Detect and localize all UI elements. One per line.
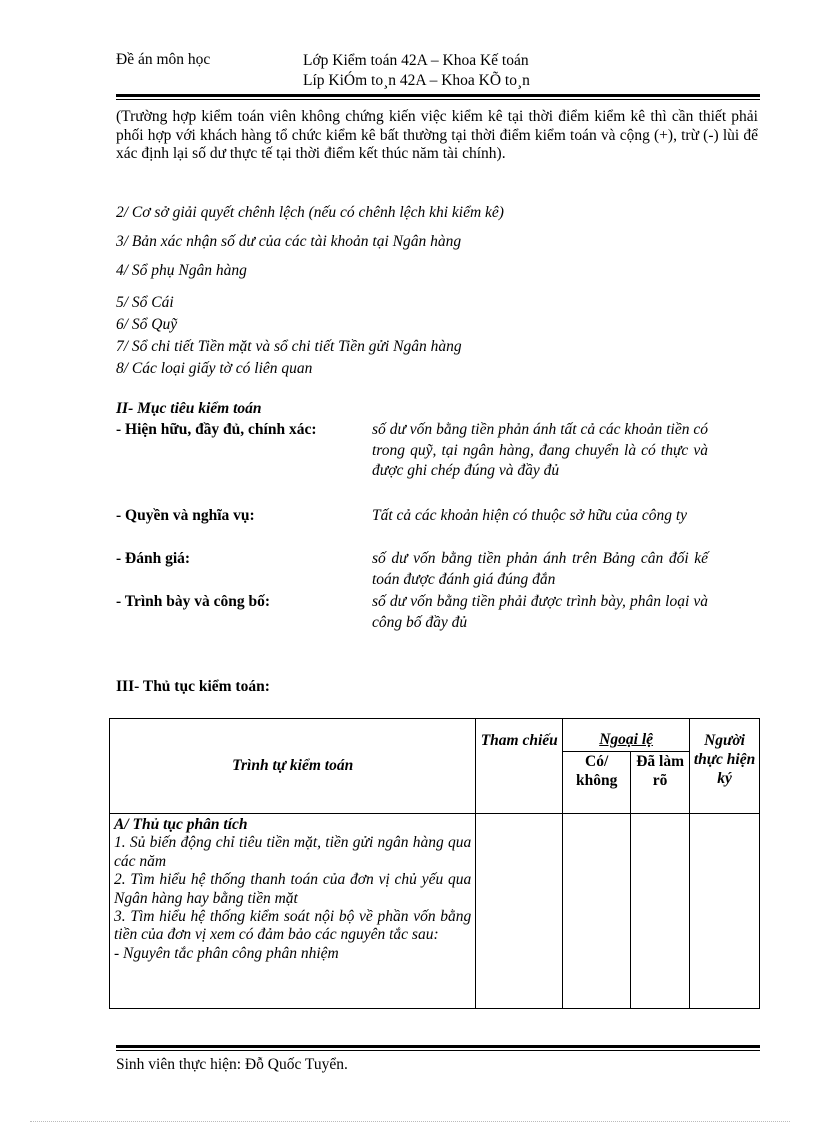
column-header-procedure-label: Trình tự kiểm toán	[232, 757, 354, 774]
objective-text: số dư vốn bằng tiền phản ánh tất cả các khoản tiền có trong quỹ, tại ngân hàng, đang chuyển là có thực và được ghi chép đúng và đầy đủ	[372, 421, 708, 479]
column-header-clarified	[631, 752, 690, 814]
header-course: Đề án môn học	[116, 51, 211, 68]
header-class-line-garbled: Líp KiÓm to¸n 42A – Khoa KÕ to¸n	[303, 72, 530, 89]
objective-text: số dư vốn bằng tiền phải được trình bày, phân loại và công bố đầy đủ	[372, 593, 708, 631]
performer-cell[interactable]	[690, 814, 760, 1009]
table-row	[110, 814, 476, 1009]
document-list-item: 6/ Sổ Quỹ	[116, 316, 178, 333]
column-header-exception	[563, 719, 690, 752]
column-header-yes-no-label: Có/ không	[575, 753, 618, 789]
section-title-objectives: II- Mục tiêu kiểm toán	[116, 400, 262, 417]
column-header-reference-label: Tham chiếu	[480, 732, 558, 749]
document-list-item: 4/ Sổ phụ Ngân hàng	[116, 262, 247, 279]
footer-rule-thin	[116, 1050, 760, 1051]
header-rule-thick	[116, 94, 760, 97]
objective-label: - Đánh giá:	[116, 550, 191, 567]
column-header-procedure	[110, 719, 476, 814]
objective-label: - Hiện hữu, đầy đủ, chính xác:	[116, 421, 317, 438]
audit-procedure-table	[109, 718, 760, 1009]
document-list-item: 7/ Sổ chi tiết Tiền mặt và sổ chi tiết Tiền gửi Ngân hàng	[116, 338, 462, 355]
procedure-step: 3. Tìm hiểu hệ thống kiểm soát nội bộ về phần vốn bằng tiền của đơn vị xem có đảm bảo các nguyên tắc sau:	[114, 908, 472, 944]
column-header-yes-no	[563, 752, 631, 814]
procedure-step: 2. Tìm hiểu hệ thống thanh toán của đơn vị chủ yếu qua Ngân hàng hay bằng tiền mặt	[114, 871, 472, 907]
procedure-section-title: A/ Thủ tục phân tích	[114, 816, 248, 833]
header-rule-thin	[116, 99, 760, 100]
objective-label: - Trình bày và công bố:	[116, 593, 271, 610]
document-list-item: 3/ Bản xác nhận số dư của các tài khoản tại Ngân hàng	[116, 233, 462, 250]
document-list-item: 2/ Cơ sở giải quyết chênh lệch (nếu có chênh lệch khi kiểm kê)	[116, 204, 504, 221]
column-header-clarified-label: Đã làm rõ	[636, 753, 684, 789]
header-class	[303, 51, 530, 91]
reference-cell[interactable]	[476, 814, 563, 1009]
column-header-performer	[690, 719, 760, 814]
clarified-cell[interactable]	[631, 814, 690, 1009]
intro-paragraph: (Trường hợp kiểm toán viên không chứng kiến việc kiểm kê tại thời điểm kiểm kê thì cần thiết phải phối hợp với khách hàng tổ chức kiểm kê bất thường tại thời điểm kiểm toán và cộng (+), trừ (-) lùi để xác định lại số dư thực tế tại thời điểm kết thúc năm tài chính).	[116, 108, 758, 163]
yes-no-cell[interactable]	[563, 814, 631, 1009]
document-list-item: 5/ Sổ Cái	[116, 294, 174, 311]
procedure-step: - Nguyên tắc phân công phân nhiệm	[114, 944, 339, 962]
objective-label: - Quyền và nghĩa vụ:	[116, 507, 255, 524]
document-list-group	[116, 292, 462, 380]
column-header-reference	[476, 719, 563, 814]
document-list-item: 8/ Các loại giấy tờ có liên quan	[116, 360, 313, 377]
column-header-performer-label: Người thực hiện ký	[693, 732, 756, 787]
footer-rule-thick	[116, 1045, 760, 1048]
section-title-procedures: III- Thủ tục kiểm toán:	[116, 678, 270, 695]
header-class-line: Lớp Kiểm toán 42A – Khoa Kế toán	[303, 52, 529, 69]
footer-author: Sinh viên thực hiện: Đỗ Quốc Tuyển.	[116, 1056, 348, 1073]
column-header-exception-label: Ngoại lệ	[599, 731, 654, 748]
objective-text: Tất cả các khoản hiện có thuộc sở hữu của công ty	[372, 507, 688, 524]
procedure-step: 1. Sủ biến động chỉ tiêu tiền mặt, tiền gửi ngân hàng qua các năm	[114, 834, 472, 870]
objective-text: số dư vốn bằng tiền phản ánh trên Bảng cân đối kế toán được đánh giá đúng đắn	[372, 550, 708, 588]
page-bottom-dotted-line	[30, 1121, 790, 1122]
